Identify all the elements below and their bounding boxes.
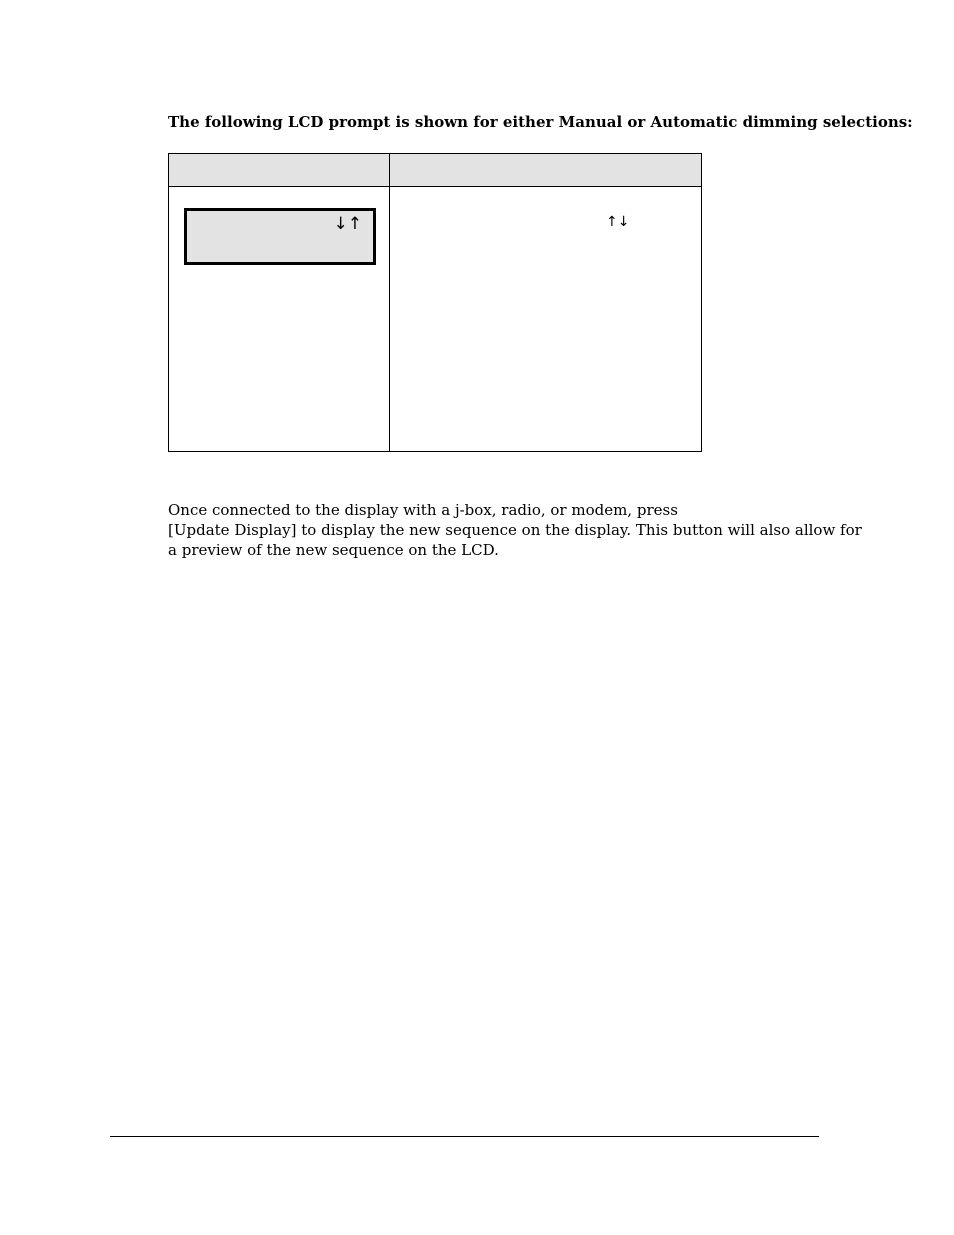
paragraph-line: a preview of the new sequence on the LCD.	[168, 541, 499, 559]
lcd-screen	[184, 208, 376, 265]
paragraph-line: [Update Display] to display the new sequence on the display. This button will also allow for	[168, 521, 862, 539]
paragraph-line: Once connected to the display with a j-box, radio, or modem, press	[168, 501, 678, 519]
table-header-row	[169, 154, 701, 187]
lcd-arrows-icon: ↓↑	[333, 214, 362, 234]
intro-heading: The following LCD prompt is shown for either Manual or Automatic dimming selections:	[168, 113, 913, 131]
footer-divider	[110, 1136, 819, 1137]
lcd-prompt-table	[168, 153, 702, 452]
description-arrows-icon: ↑↓	[606, 214, 630, 230]
update-display-paragraph	[168, 500, 862, 560]
column-divider	[389, 154, 390, 451]
